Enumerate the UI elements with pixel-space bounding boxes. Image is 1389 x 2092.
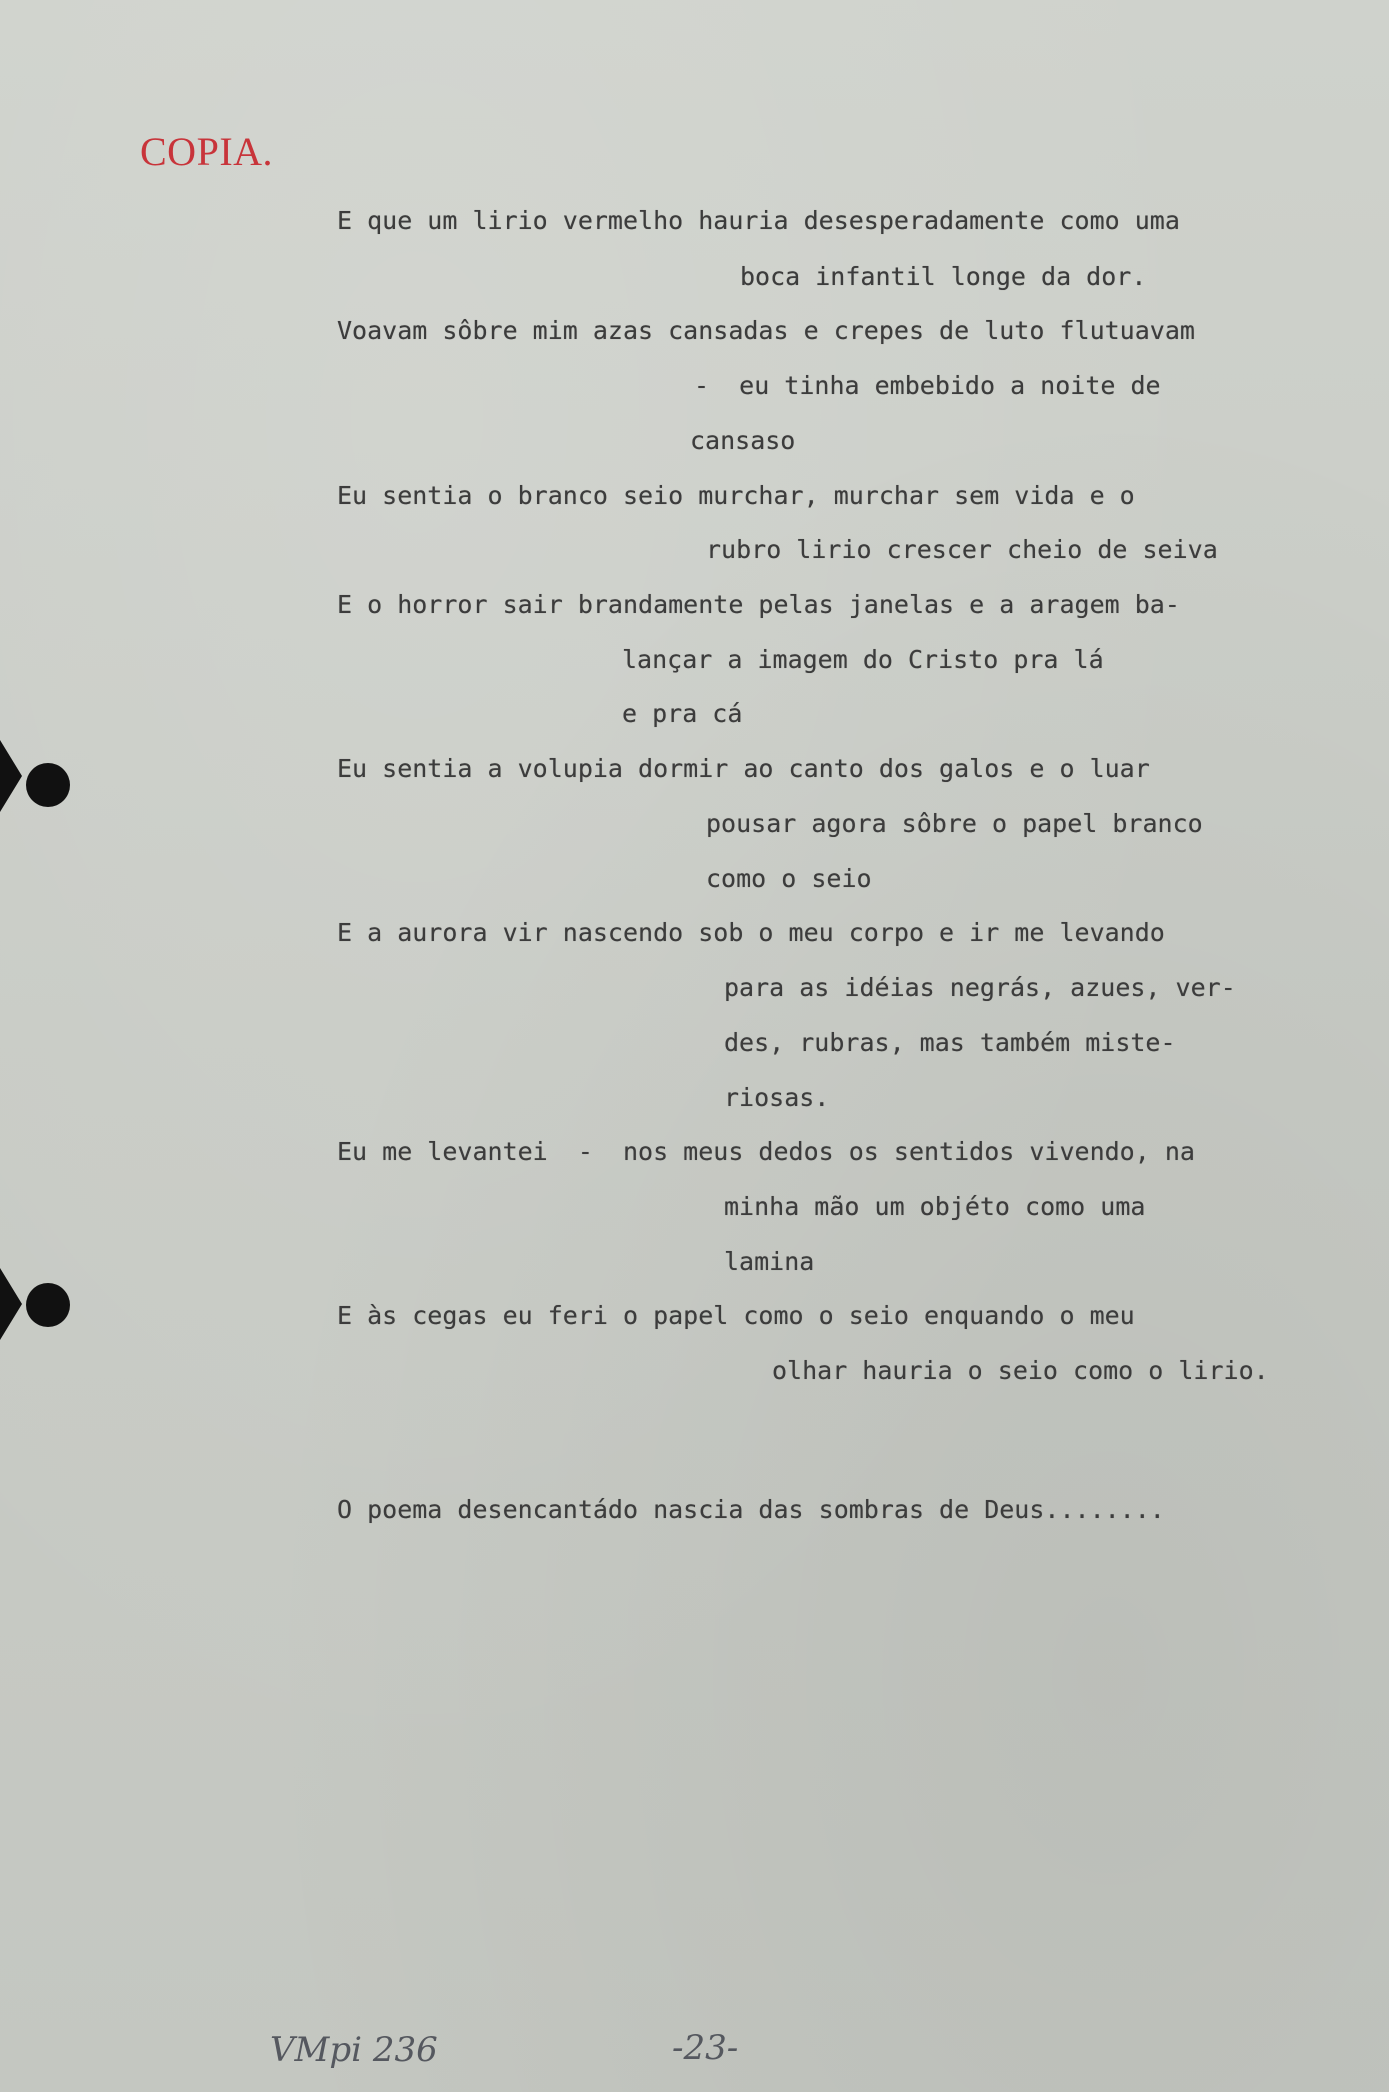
poem-line: des, rubras, mas também miste- [724,1028,1176,1057]
poem-line: pousar agora sôbre o papel branco [706,809,1203,838]
poem-line: Eu me levantei - nos meus dedos os sentidos vivendo, na [337,1137,1195,1166]
poem-line: e pra cá [622,699,743,728]
poem-line: riosas. [724,1083,830,1112]
poem-line: rubro lirio crescer cheio de seiva [706,535,1218,564]
poem-line: Voavam sôbre mim azas cansadas e crepes de luto flutuavam [337,316,1195,345]
poem-line: boca infantil longe da dor. [740,262,1147,291]
poem-line: - eu tinha embebido a noite de [694,371,1161,400]
poem-line: E que um lirio vermelho hauria desesperadamente como uma [337,206,1180,235]
poem-line: E às cegas eu feri o papel como o seio enquando o meu [337,1301,1135,1330]
poem-line: olhar hauria o seio como o lirio. [772,1356,1269,1385]
poem-line: para as idéias negrás, azues, ver- [724,973,1236,1002]
poem-line: minha mão um objéto como uma [724,1192,1146,1221]
copia-stamp: COPIA. [140,129,274,174]
poem-line: como o seio [706,864,872,893]
poem-line: lançar a imagem do Cristo pra lá [622,645,1104,674]
handwritten-reference: VMpi 236 [270,2030,438,2070]
poem-line: lamina [724,1247,815,1276]
poem-line: Eu sentia o branco seio murchar, murchar sem vida e o [337,481,1135,510]
page-number: -23- [672,2028,739,2068]
poem-line: cansaso [690,426,796,455]
closing-line: O poema desencantádo nascia das sombras de Deus........ [337,1495,1165,1524]
poem-line: E a aurora vir nascendo sob o meu corpo e ir me levando [337,918,1165,947]
poem-line: Eu sentia a volupia dormir ao canto dos galos e o luar [337,754,1150,783]
poem-line: E o horror sair brandamente pelas janelas e a aragem ba- [337,590,1180,619]
